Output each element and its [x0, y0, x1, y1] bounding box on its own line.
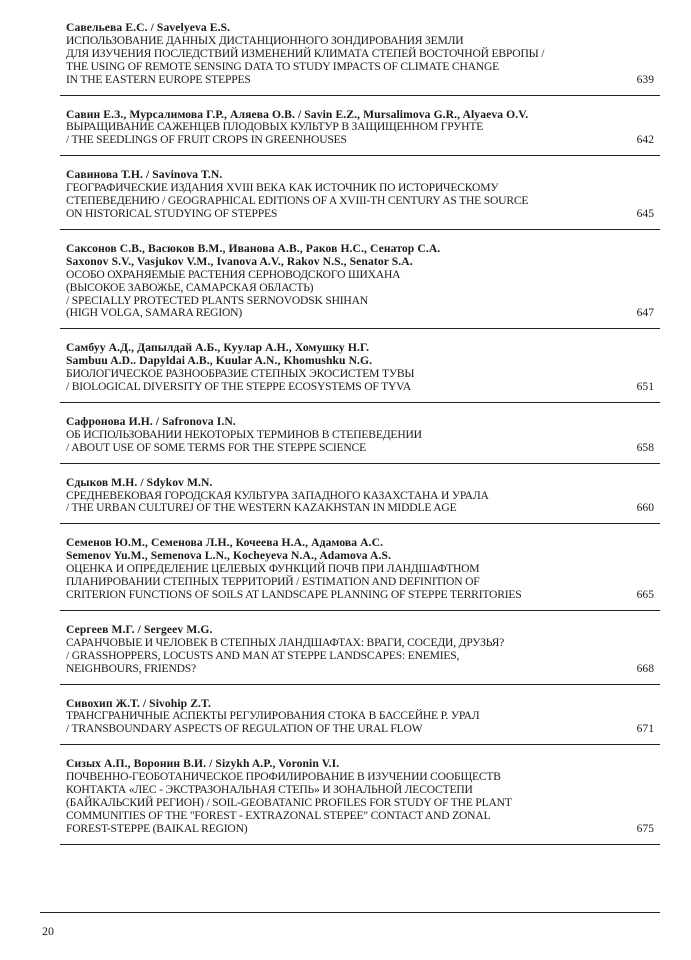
entry-authors: Sambuu A.D.. Dapyldai A.B., Kuular A.N., Khomushku N.G. — [66, 354, 373, 368]
entry-title-line: / BIOLOGICAL DIVERSITY OF THE STEPPE ECOSYSTEMS OF TYVA — [66, 380, 412, 394]
entry-title-line: IN THE EASTERN EUROPE STEPPES — [66, 72, 251, 86]
page-number: 20 — [42, 924, 54, 938]
entry-title-line: СТЕПЕВЕДЕНИЮ / GEOGRAPHICAL EDITIONS OF A XVIII-TH CENTURY AS THE SOURCE — [66, 194, 529, 208]
entry-page-number: 645 — [636, 206, 654, 220]
entry-title-line: FOREST-STEPPE (BAIKAL REGION) — [66, 821, 248, 835]
entry-title-line: ИСПОЛЬЗОВАНИЕ ДАННЫХ ДИСТАНЦИОННОГО ЗОНДИРОВАНИЯ ЗЕМЛИ — [66, 33, 464, 47]
entry-title-line: (ВЫСОКОЕ ЗАВОЖЬЕ, САМАРСКАЯ ОБЛАСТЬ) — [66, 280, 314, 294]
entry-title-line: ОЦЕНКА И ОПРЕДЕЛЕНИЕ ЦЕЛЕВЫХ ФУНКЦИЙ ПОЧВ ПРИ ЛАНДШАФТНОМ — [66, 562, 480, 576]
entry-title-line: / THE SEEDLINGS OF FRUIT CROPS IN GREENHOUSES — [66, 133, 347, 147]
contents-list — [60, 22, 660, 858]
entry-authors: Сивохип Ж.Т. / Sivohip Z.T. — [66, 696, 212, 710]
contents-entry — [60, 416, 660, 464]
entry-title-line: / SPECIALLY PROTECTED PLANTS SERNOVODSK SHIHAN — [66, 293, 368, 307]
entry-title-line: ПЛАНИРОВАНИИ СТЕПНЫХ ТЕРРИТОРИЙ / ESTIMATION AND DEFINITION OF — [66, 575, 480, 589]
entry-authors: Сафронова И.Н. / Safronova I.N. — [66, 414, 236, 428]
contents-entry — [60, 537, 660, 611]
entry-title-line: (БАЙКАЛЬСКИЙ РЕГИОН) / SOIL-GEOBATANIC PROFILES FOR STUDY OF THE PLANT — [66, 795, 512, 809]
entry-authors: Сизых А.П., Воронин В.И. / Sizykh A.P., Voronin V.I. — [66, 757, 340, 771]
entry-title-line: NEIGHBOURS, FRIENDS? — [66, 661, 196, 675]
entry-title-line: КОНТАКТА «ЛЕС - ЭКСТРАЗОНАЛЬНАЯ СТЕПЬ» И ЗОНАЛЬНОЙ ЛЕСОСТЕПИ — [66, 783, 473, 797]
entry-title-line: / THE URBAN CULTUREJ OF THE WESTERN KAZAKHSTAN IN MIDDLE AGE — [66, 501, 457, 515]
contents-entry — [60, 243, 660, 329]
contents-entry — [60, 698, 660, 746]
entry-authors: Семенов Ю.М., Семенова Л.Н., Кочеева Н.А., Адамова А.С. — [66, 536, 384, 550]
entry-authors: Саксонов С.В., Васюков В.М., Иванова А.В., Раков Н.С., Сенатор С.А. — [66, 241, 441, 255]
entry-page-number: 671 — [636, 722, 654, 736]
entry-title-line: БИОЛОГИЧЕСКОЕ РАЗНООБРАЗИЕ СТЕПНЫХ ЭКОСИСТЕМ ТУВЫ — [66, 367, 415, 381]
entry-authors: Самбуу А.Д., Дапылдай А.Б., Куулар А.Н., Хомушку Н.Г. — [66, 341, 370, 355]
entry-page-number: 658 — [636, 440, 654, 454]
entry-title-line: / ABOUT USE OF SOME TERMS FOR THE STEPPE SCIENCE — [66, 440, 366, 454]
entry-authors: Савинова Т.Н. / Savinova T.N. — [66, 168, 223, 182]
entry-title-line: / TRANSBOUNDARY ASPECTS OF REGULATION OF THE URAL FLOW — [66, 722, 423, 736]
contents-entry — [60, 342, 660, 403]
entry-page-number: 668 — [636, 661, 654, 675]
entry-title-line: ON HISTORICAL STUDYING OF STEPPES — [66, 206, 278, 220]
entry-authors: Saxonov S.V., Vasjukov V.M., Ivanova A.V., Rakov N.S., Senator S.A. — [66, 254, 413, 268]
entry-title-line: САРАНЧОВЫЕ И ЧЕЛОВЕК В СТЕПНЫХ ЛАНДШАФТАХ: ВРАГИ, СОСЕДИ, ДРУЗЬЯ? — [66, 635, 505, 649]
footer-divider — [40, 912, 660, 913]
entry-title-line: COMMUNITIES OF THE "FOREST - EXTRAZONAL STEPEE" CONTACT AND ZONAL — [66, 808, 491, 822]
entry-page-number: 642 — [636, 133, 654, 147]
entry-title-line: THE USING OF REMOTE SENSING DATA TO STUDY IMPACTS OF CLIMATE CHANGE — [66, 59, 500, 73]
entry-page-number: 639 — [636, 72, 654, 86]
entry-authors: Савельева Е.С. / Savelyeva E.S. — [66, 21, 231, 34]
entry-page-number: 675 — [636, 821, 654, 835]
entry-title-line: ОСОБО ОХРАНЯЕМЫЕ РАСТЕНИЯ СЕРНОВОДСКОГО ШИХАНА — [66, 267, 401, 281]
entry-title-line: (HIGH VOLGA, SAMARA REGION) — [66, 306, 243, 320]
contents-entry — [60, 109, 660, 157]
entry-title-line: ВЫРАЩИВАНИЕ САЖЕНЦЕВ ПЛОДОВЫХ КУЛЬТУР В ЗАЩИЩЕННОМ ГРУНТЕ — [66, 120, 484, 134]
entry-authors: Савин Е.З., Мурсалимова Г.Р., Аляева О.В. / Savin E.Z., Mursalimova G.R., Alyaeva O.V. — [66, 107, 529, 121]
entry-title-line: ДЛЯ ИЗУЧЕНИЯ ПОСЛЕДСТВИЙ ИЗМЕНЕНИЙ КЛИМАТА СТЕПЕЙ ВОСТОЧНОЙ ЕВРОПЫ / — [66, 46, 545, 60]
entry-title-line: СРЕДНЕВЕКОВАЯ ГОРОДСКАЯ КУЛЬТУРА ЗАПАДНОГО КАЗАХСТАНА И УРАЛА — [66, 488, 489, 502]
entry-authors: Сергеев М.Г. / Sergeev M.G. — [66, 622, 213, 636]
entry-title-line: CRITERION FUNCTIONS OF SOILS AT LANDSCAPE PLANNING OF STEPPE TERRITORIES — [66, 588, 522, 601]
contents-entry — [60, 169, 660, 230]
entry-page-number: 665 — [636, 588, 654, 601]
entry-title-line: ТРАНСГРАНИЧНЫЕ АСПЕКТЫ РЕГУЛИРОВАНИЯ СТОКА В БАССЕЙНЕ Р. УРАЛ — [66, 709, 480, 723]
entry-page-number: 651 — [636, 380, 654, 394]
entry-page-number: 647 — [636, 306, 654, 320]
entry-title-line: ПОЧВЕННО-ГЕОБОТАНИЧЕСКОЕ ПРОФИЛИРОВАНИЕ В ИЗУЧЕНИИ СООБЩЕСТВ — [66, 770, 501, 784]
entry-authors: Semenov Yu.M., Semenova L.N., Kocheyeva N.A., Adamova A.S. — [66, 549, 392, 563]
contents-entry — [60, 22, 660, 96]
contents-entry — [60, 477, 660, 525]
entry-title-line: ГЕОГРАФИЧЕСКИЕ ИЗДАНИЯ XVIII ВЕКА КАК ИСТОЧНИК ПО ИСТОРИЧЕСКОМУ — [66, 181, 499, 195]
entry-page-number: 660 — [636, 501, 654, 515]
entry-title-line: ОБ ИСПОЛЬЗОВАНИИ НЕКОТОРЫХ ТЕРМИНОВ В СТЕПЕВЕДЕНИИ — [66, 427, 422, 441]
contents-entry — [60, 624, 660, 685]
entry-title-line: / GRASSHOPPERS, LOCUSTS AND MAN AT STEPPE LANDSCAPES: ENEMIES, — [66, 648, 460, 662]
contents-entry — [60, 758, 660, 844]
entry-authors: Сдыков М.Н. / Sdykov M.N. — [66, 475, 213, 489]
